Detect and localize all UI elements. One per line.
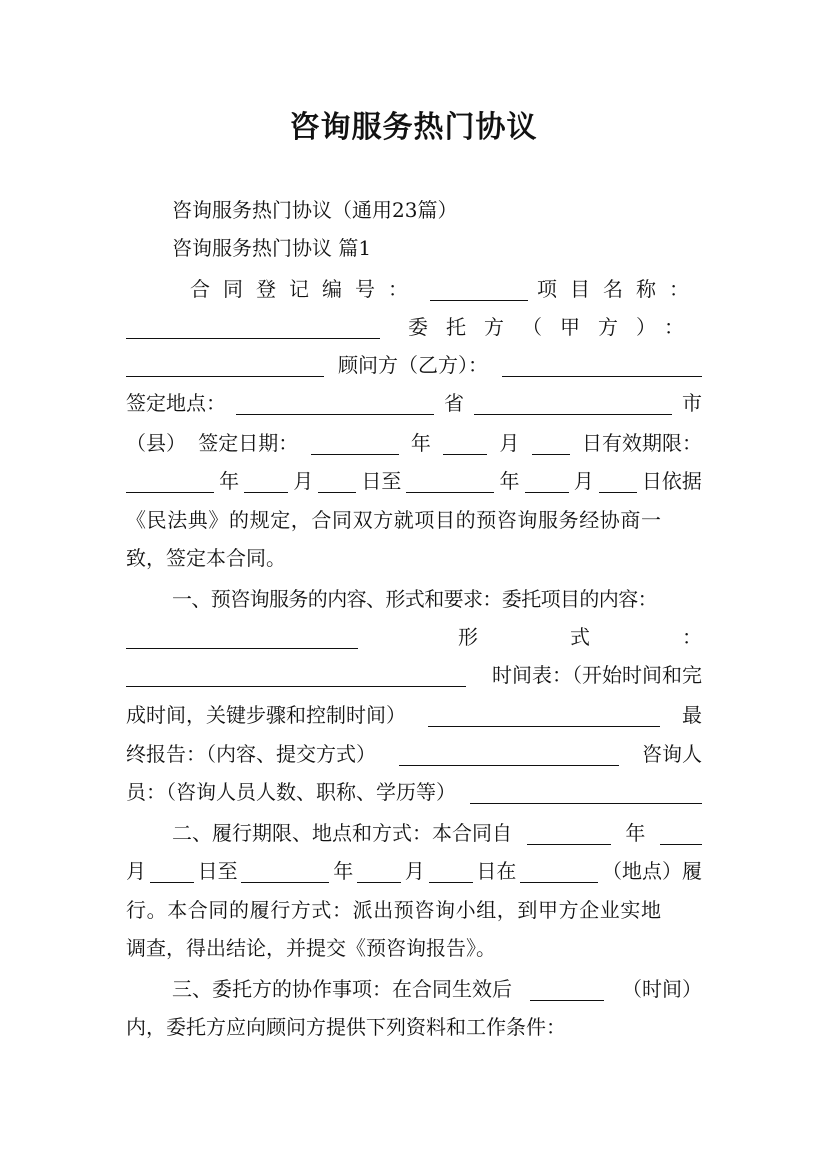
form-label: 形式： [458,625,794,649]
valid-period-line [126,463,702,499]
county-text: （县） [126,431,186,455]
report-label: 终报告：（内容、提交方式） [126,742,376,766]
place-text: （地点）履 [601,859,702,883]
month-text: 月 [126,859,146,883]
basis-text: 致，签定本合同。 [126,546,286,570]
client-label: 委托方（甲方）： [408,315,702,339]
day-valid-text: 日有效期限： [581,431,702,455]
sign-year-blank[interactable] [311,432,399,455]
s1-form-line [126,619,794,655]
section-1-heading [172,581,702,617]
year-text: 年 [499,469,520,493]
sign-place-label: 签定地点： [126,391,226,415]
s2-text: 行。本合同的履行方式：派出预咨询小组，到甲方企业实地 [126,898,662,922]
year-text: 年 [219,469,240,493]
reg-no-blank[interactable] [430,278,528,301]
document-title: 咨询服务热门协议 [289,110,538,145]
year-text: 年 [410,431,431,455]
s2-start-month-blank[interactable] [660,822,702,845]
staff-label: 员：（咨询人员人数、职称、学历等） [126,780,456,804]
s1-final-line [126,697,702,733]
province-blank[interactable] [236,392,434,415]
section-3-heading-text: 三、委托方的协作事项：在合同生效后 [172,977,512,1001]
piece-heading-text: 咨询服务热门协议 篇1 [172,236,372,260]
sign-month-blank[interactable] [443,432,487,455]
staff-blank[interactable] [470,781,702,804]
s2-end-day-blank[interactable] [429,860,473,883]
reg-line [190,271,702,307]
day-at-text: 日在 [476,859,517,883]
day-to-text: 日至 [197,859,238,883]
s2-text-line-1 [126,892,702,928]
time-text: （时间） [622,977,702,1001]
s2-period-line [126,853,702,889]
province-text: 省 [444,391,464,415]
s1-staff-line [126,774,702,810]
consultant-blank[interactable] [502,354,702,377]
day-to-text: 日至 [361,469,402,493]
consult-text: 咨询人 [642,742,702,766]
section-3-heading [172,971,702,1007]
sign-date-line [126,425,702,461]
s3-time-blank[interactable] [530,978,604,1001]
month-text: 月 [573,469,594,493]
basis-line-1 [126,502,702,538]
section-2-heading-text: 二、履行期限、地点和方式：本合同自 [172,821,512,845]
month-text: 月 [293,469,314,493]
day-basis-text: 日依据 [641,469,702,493]
s1-report-line [126,736,702,772]
project-name-label: 项目名称： [537,277,702,301]
s2-end-month-blank[interactable] [357,860,401,883]
s2-place-blank[interactable] [520,860,598,883]
schedule-label: 时间表：（开始时间和完 [492,663,702,687]
valid-start-year-blank[interactable] [126,470,214,493]
reg-no-label: 合同登记编号： [190,277,421,301]
city-blank[interactable] [474,392,672,415]
s2-text-line-2 [126,930,702,966]
valid-end-day-blank[interactable] [599,470,637,493]
schedule-label-cont: 成时间，关键步骤和控制时间） [126,703,406,727]
sign-date-label: 签定日期： [198,431,299,455]
valid-start-day-blank[interactable] [318,470,356,493]
report-blank[interactable] [399,743,619,766]
content-blank[interactable] [126,626,358,649]
final-text: 最 [682,703,702,727]
s3-text-line [126,1009,702,1045]
basis-line-2 [126,540,702,576]
consultant-line [126,347,702,383]
valid-end-year-blank[interactable] [406,470,494,493]
sign-place-line [126,385,702,421]
piece-heading [172,230,702,266]
s2-end-year-blank[interactable] [241,860,329,883]
project-name-blank[interactable] [126,316,380,339]
year-text: 年 [625,821,646,845]
s2-start-day-blank[interactable] [150,860,194,883]
form-blank[interactable] [126,664,466,687]
month-text: 月 [499,431,520,455]
subtitle [172,192,702,228]
sign-day-blank[interactable] [532,432,570,455]
s2-text: 调查，得出结论，并提交《预咨询报告》。 [126,936,496,960]
s1-schedule-line [126,657,702,693]
basis-text: 《民法典》的规定，合同双方就项目的预咨询服务经协商一 [126,508,662,532]
subtitle-text: 咨询服务热门协议（通用23篇） [172,198,458,222]
s3-text: 内，委托方应向顾问方提供下列资料和工作条件： [126,1015,566,1039]
s2-start-year-blank[interactable] [527,822,611,845]
city-text: 市 [682,391,702,415]
schedule-blank[interactable] [428,704,660,727]
year-text: 年 [333,859,354,883]
section-1-heading-text: 一、预咨询服务的内容、形式和要求：委托项目的内容： [172,587,657,611]
valid-start-month-blank[interactable] [244,470,288,493]
month-text: 月 [404,859,425,883]
consultant-label: 顾问方（乙方）： [338,353,488,377]
section-2-heading [172,815,702,851]
valid-end-month-blank[interactable] [525,470,569,493]
client-blank[interactable] [126,354,324,377]
client-line [126,309,702,345]
